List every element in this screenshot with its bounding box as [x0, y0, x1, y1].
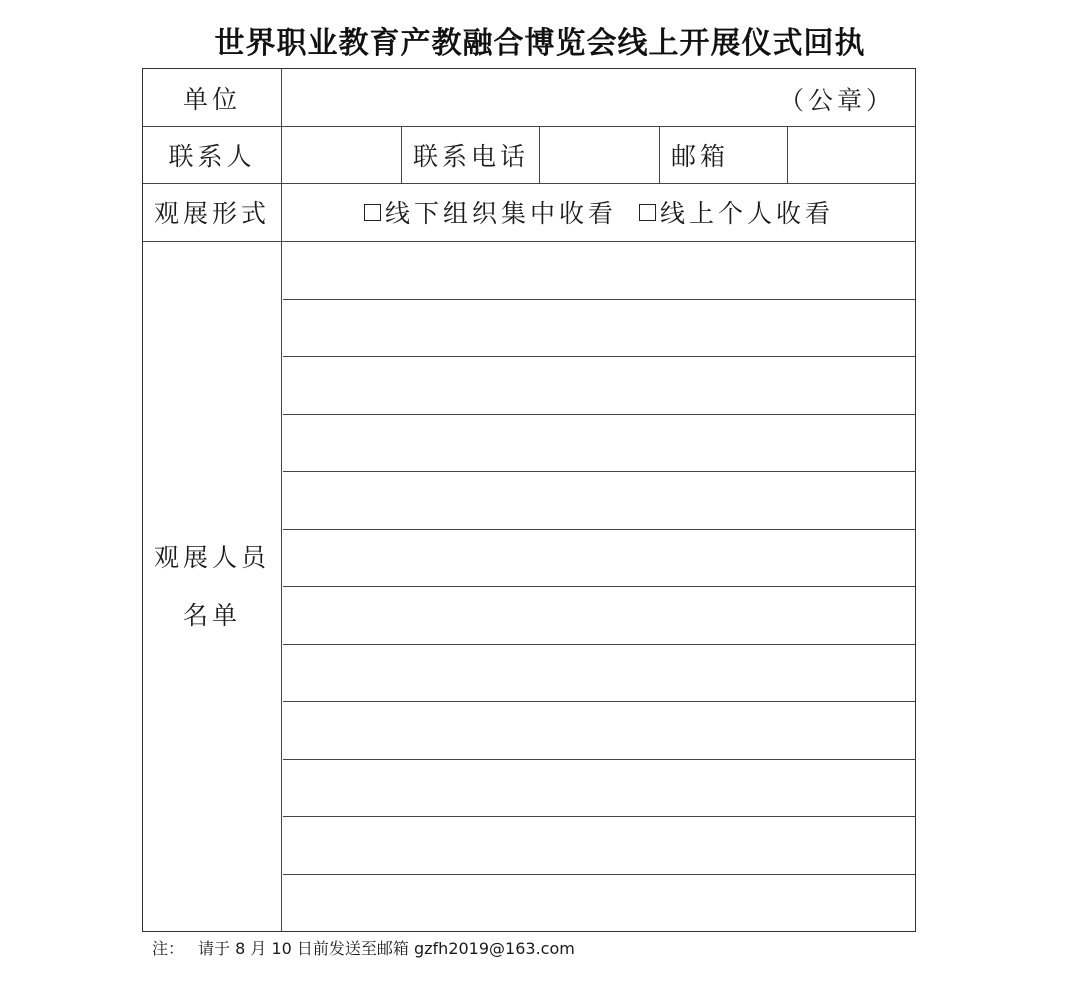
receipt-form-table	[142, 68, 916, 932]
name-row[interactable]	[283, 816, 915, 874]
name-row[interactable]	[283, 874, 915, 932]
format-options	[283, 183, 915, 241]
name-row[interactable]	[283, 471, 915, 529]
name-row[interactable]	[283, 701, 915, 759]
column-divider	[281, 69, 282, 931]
contact-label: 联系人	[168, 141, 256, 171]
name-row[interactable]	[283, 414, 915, 472]
option-label: 线下组织集中收看	[384, 199, 617, 228]
row-divider	[283, 816, 915, 817]
footnote	[152, 936, 575, 959]
name-row[interactable]	[283, 586, 915, 644]
column-divider	[539, 126, 540, 183]
phone-label: 联系电话	[413, 141, 530, 171]
row-divider	[283, 701, 915, 702]
row-divider	[283, 529, 915, 530]
name-row[interactable]	[283, 356, 915, 414]
row-divider	[283, 356, 915, 357]
checkbox-icon[interactable]	[639, 204, 656, 221]
email-field[interactable]	[789, 126, 915, 183]
contact-field[interactable]	[283, 126, 401, 183]
note-prefix: 注：	[152, 939, 185, 958]
option-label: 线上个人收看	[660, 199, 835, 228]
option-offline-group[interactable]	[364, 194, 617, 230]
form-title: 世界职业教育产教融合博览会线上开展仪式回执	[214, 26, 866, 61]
column-divider	[401, 126, 402, 183]
name-row[interactable]	[283, 644, 915, 702]
names-label	[143, 529, 281, 645]
row-divider	[283, 471, 915, 472]
name-row[interactable]	[283, 529, 915, 587]
row-divider	[283, 759, 915, 760]
names-label-line1: 观展人员	[153, 543, 270, 572]
column-divider	[787, 126, 788, 183]
row-divider	[283, 644, 915, 645]
checkbox-icon[interactable]	[364, 204, 381, 221]
row-divider	[283, 874, 915, 875]
unit-label: 单位	[182, 84, 241, 114]
seal-placeholder: （公章）	[778, 86, 895, 115]
note-text: 请于 8 月 10 日前发送至邮箱 gzfh2019@163.com	[198, 939, 575, 958]
name-row[interactable]	[283, 241, 915, 299]
name-row[interactable]	[283, 299, 915, 357]
name-row[interactable]	[283, 759, 915, 817]
column-divider	[659, 126, 660, 183]
format-label: 观展形式	[153, 199, 270, 228]
names-label-line2: 名单	[182, 601, 241, 630]
option-online-individual[interactable]	[639, 194, 834, 230]
row-divider	[283, 299, 915, 300]
row-divider	[283, 586, 915, 587]
email-label: 邮箱	[671, 141, 730, 171]
phone-field[interactable]	[541, 126, 659, 183]
row-divider	[283, 414, 915, 415]
